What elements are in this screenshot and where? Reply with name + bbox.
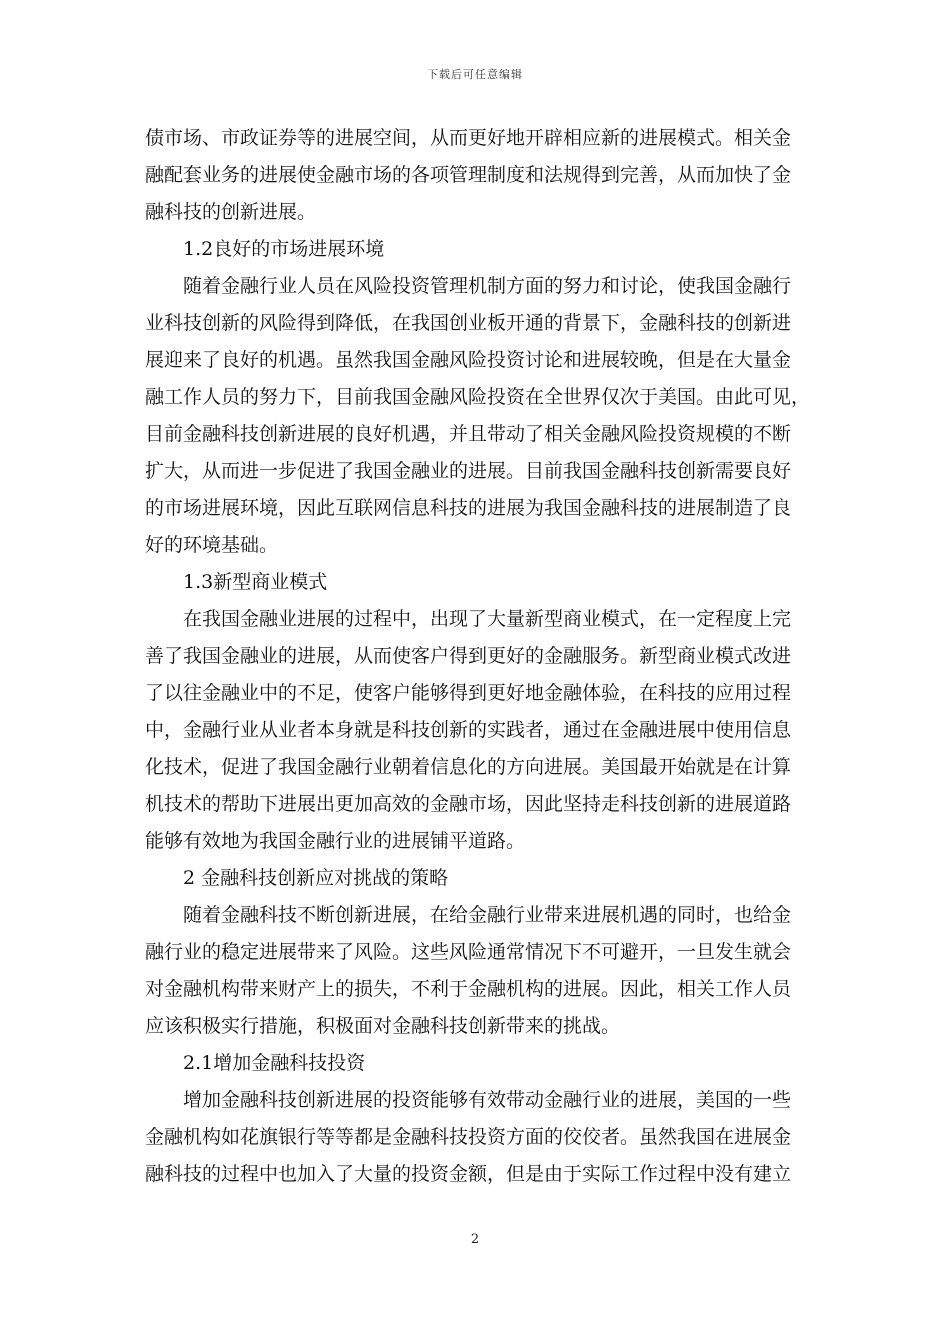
text-line: 机技术的帮助下进展出更加高效的金融市场，因此坚持走科技创新的进展道路	[145, 793, 792, 815]
page-header: 下载后可任意编辑	[427, 68, 523, 81]
page-number: 2	[470, 1232, 480, 1247]
text-line: 2.1增加金融科技投资	[183, 1052, 366, 1074]
text-line: 融行业的稳定进展带来了风险。这些风险通常情况下不可避开，一旦发生就会	[145, 941, 792, 963]
text-line: 随着金融科技不断创新进展，在给金融行业带来进展机遇的同时，也给金	[183, 904, 792, 926]
text-line: 融科技的过程中也加入了大量的投资金额，但是由于实际工作过程中没有建立	[145, 1163, 792, 1185]
text-line: 2 金融科技创新应对挑战的策略	[183, 867, 449, 889]
text-line: 增加金融科技创新进展的投资能够有效带动金融行业的进展，美国的一些	[183, 1089, 792, 1111]
text-line: 随着金融行业人员在风险投资管理机制方面的努力和讨论，使我国金融行	[183, 275, 792, 297]
text-line: 融配套业务的进展使金融市场的各项管理制度和法规得到完善，从而加快了金	[145, 164, 792, 186]
text-line: 1.3新型商业模式	[183, 571, 328, 593]
text-line: 展迎来了良好的机遇。虽然我国金融风险投资讨论和进展较晚，但是在大量金	[145, 349, 792, 371]
text-line: 的市场进展环境，因此互联网信息科技的进展为我国金融科技的进展制造了良	[145, 497, 792, 519]
text-line: 金融机构如花旗银行等等都是金融科技投资方面的佼佼者。虽然我国在进展金	[145, 1126, 792, 1148]
text-line: 融工作人员的努力下，目前我国金融风险投资在全世界仅次于美国。由此可见，	[145, 386, 811, 408]
text-line: 化技术，促进了我国金融行业朝着信息化的方向进展。美国最开始就是在计算	[145, 756, 792, 778]
text-line: 能够有效地为我国金融行业的进展铺平道路。	[145, 830, 526, 852]
text-line: 了以往金融业中的不足，使客户能够得到更好地金融体验，在科技的应用过程	[145, 682, 792, 704]
text-line: 扩大，从而进一步促进了我国金融业的进展。目前我国金融科技创新需要良好	[145, 460, 792, 482]
text-line: 目前金融科技创新进展的良好机遇，并且带动了相关金融风险投资规模的不断	[145, 423, 792, 445]
document-body	[145, 120, 813, 1193]
text-line: 业科技创新的风险得到降低，在我国创业板开通的背景下，金融科技的创新进	[145, 312, 792, 334]
text-line: 中，金融行业从业者本身就是科技创新的实践者，通过在金融进展中使用信息	[145, 719, 792, 741]
text-line: 融科技的创新进展。	[145, 201, 317, 223]
text-line: 善了我国金融业的进展，从而使客户得到更好的金融服务。新型商业模式改进	[145, 645, 792, 667]
text-line: 在我国金融业进展的过程中，出现了大量新型商业模式，在一定程度上完	[183, 608, 792, 630]
text-line: 对金融机构带来财产上的损失，不利于金融机构的进展。因此，相关工作人员	[145, 978, 792, 1000]
text-line: 应该积极实行措施，积极面对金融科技创新带来的挑战。	[145, 1015, 621, 1037]
text-line: 好的环境基础。	[145, 534, 279, 556]
text-line: 债市场、市政证券等的进展空间，从而更好地开辟相应新的进展模式。相关金	[145, 127, 792, 149]
text-line: 1.2良好的市场进展环境	[183, 238, 385, 260]
